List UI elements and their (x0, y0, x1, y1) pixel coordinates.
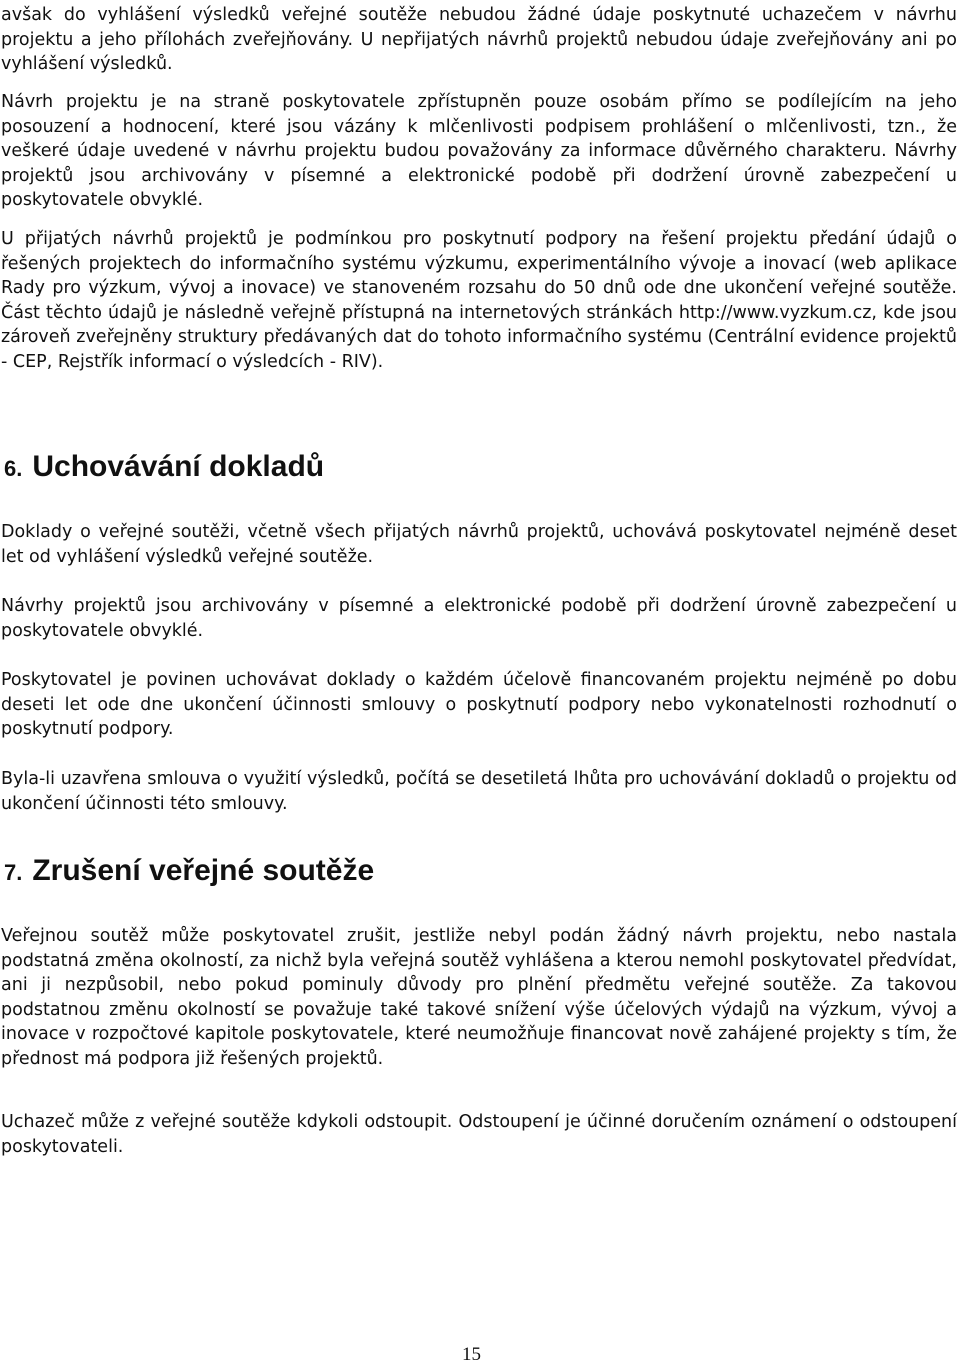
page-number: 15 (462, 1344, 481, 1365)
section-number-7: 7. (4, 860, 23, 885)
paragraph-withdrawal: Uchazeč může z veřejné soutěže kdykoli odstoupit. Odstoupení je účinné doručením oznámení o odstoupení poskytovateli. (1, 1112, 957, 1157)
paragraph-doc-retention: Doklady o veřejné soutěži, včetně všech přijatých návrhů projektů, uchovává poskytovatel nejméně deset let od vyhlášení výsledků veřejné soutěže. (1, 522, 957, 567)
paragraph-accepted-proposals: U přijatých návrhů projektů je podmínkou pro poskytnutí podpory na řešení projektu předání údajů o řešených projektech do informačního systému výzkumu, experimentálního vývoje a inovací (web aplikace Rady pro výzkum, vývoj a inovace) ve stanoveném rozsahu do 50 dnů ode dne ukončení veřejné soutěže. Část těchto údajů je následně veřejně přístupná na internetových stránkách http://www.vyzkum.cz, kde jsou zároveň zveřejněny struktury předávaných dat do tohoto informačního systému (Centrální evidence projektů - CEP, Rejstřík informací o výsledcích - RIV). (1, 229, 957, 372)
paragraph-results-contract: Byla-li uzavřena smlouva o využití výsledků, počítá se desetiletá lhůta pro uchovávání dokladů o projektu od ukončení účinnosti této smlouvy. (1, 769, 957, 814)
section-title-7: Zrušení veřejné soutěže (32, 854, 375, 887)
section-heading-7 (4, 853, 374, 891)
section-number-6: 6. (4, 456, 23, 481)
paragraph-provider-obligation: Poskytovatel je povinen uchovávat doklady o každém účelově financovaném projektu nejméně po dobu deseti let ode dne ukončení účinnosti smlouvy o poskytnutí podpory nebo vykonatelnosti rozhodnutí o poskytnutí podpory. (1, 670, 957, 740)
paragraph-archiving: Návrhy projektů jsou archivovány v písemné a elektronické podobě při dodržení úrovně zabezpečení u poskytovatele obvyklé. (1, 596, 957, 641)
paragraph-cancellation: Veřejnou soutěž může poskytovatel zrušit, jestliže nebyl podán žádný návrh projektu, nebo nastala podstatná změna okolností, za nichž byla veřejná soutěž vyhlášena a kterou nemohl poskytovatel předvídat, ani ji nezpůsobil, nebo pokud pominuly důvody pro plnění předmětu veřejné soutěže. Za takovou podstatnou změnu okolností se považuje také takové snížení výše účelových výdajů na výzkum, vývoj a inovace v rozpočtové kapitole poskytovatele, které neumožňuje financovat nově zahájené projekty s tím, že přednost má podpora již řešených projektů. (1, 926, 957, 1069)
paragraph-confidentiality-continued: avšak do vyhlášení výsledků veřejné soutěže nebudou žádné údaje poskytnuté uchazečem v návrhu projektu a jeho přílohách zveřejňovány. U nepřijatých návrhů projektů nebudou údaje zveřejňovány ani po vyhlášení výsledků. (1, 5, 957, 75)
section-title-6: Uchovávání dokladů (32, 450, 325, 483)
paragraph-proposal-access: Návrh projektu je na straně poskytovatele zpřístupněn pouze osobám přímo se podílejícím na jeho posouzení a hodnocení, které jsou vázány k mlčenlivosti podpisem prohlášení o mlčenlivosti, tzn., že veškeré údaje uvedené v návrhu projektu budou považovány za informace důvěrného charakteru. Návrhy projektů jsou archivovány v písemné a elektronické podobě při dodržení úrovně zabezpečení u poskytovatele obvyklé. (1, 92, 957, 211)
section-heading-6 (4, 449, 324, 487)
